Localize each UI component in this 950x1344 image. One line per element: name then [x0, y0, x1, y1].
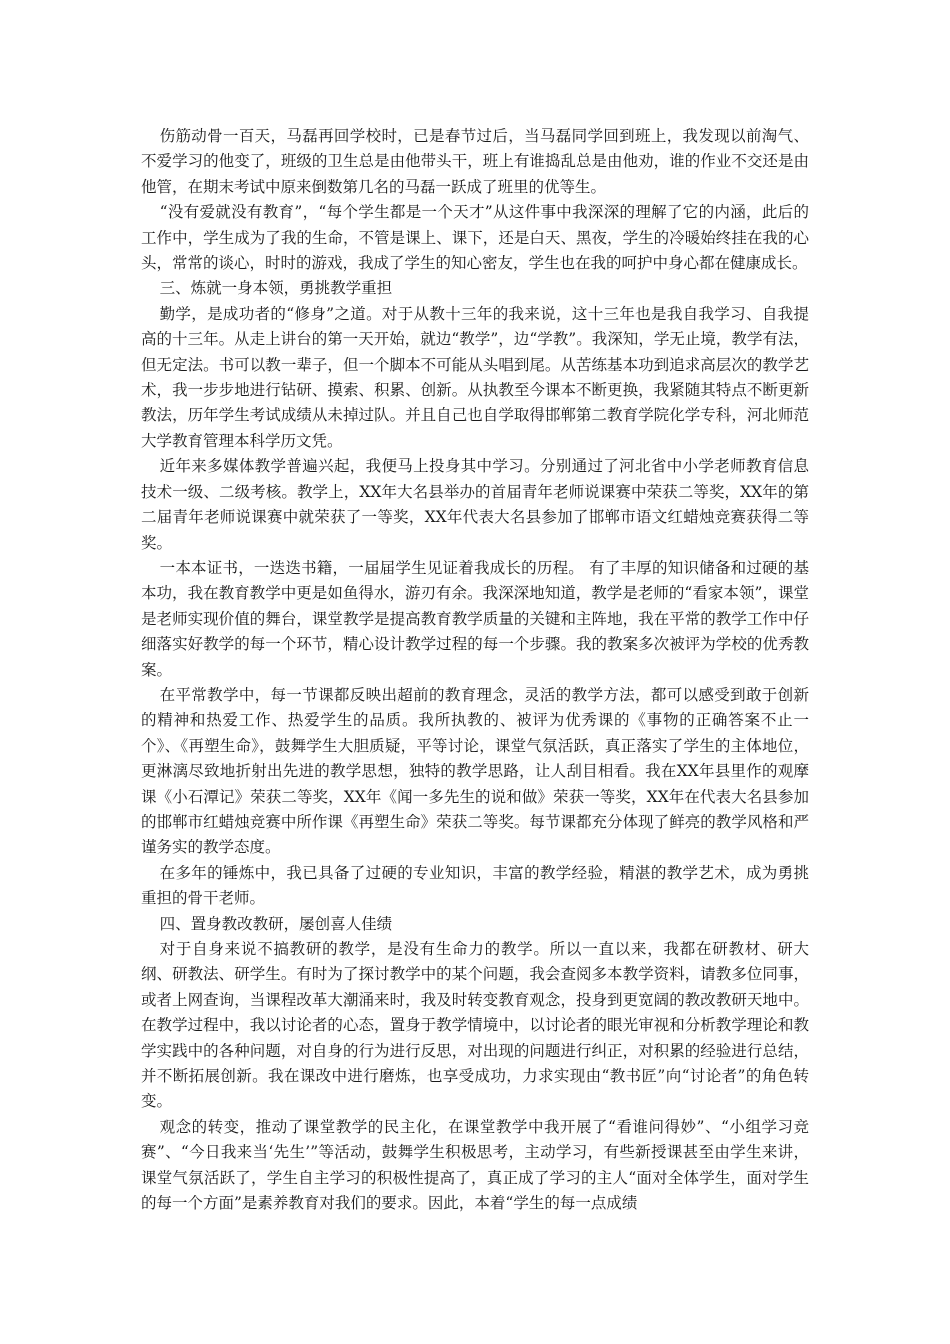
document-page — [141, 124, 809, 1216]
section-heading-4: 四、置身教改教研，屡创喜人佳绩 — [159, 914, 393, 933]
paragraph-teaching-research: 对于自身来说不搞教研的教学，是没有生命力的教学。所以一直以来，我都在研教材、研大纲、研教法、研学生。有时为了探讨教学中的某个问题，我会查阅多本教学资料，请教多位同事，或者上网查询，当课程改革大潮涌来时，我及时转变教育观念，投身到更宽阔的教改教研天地中。在教学过程中，我以讨论者的心态，置身于教学情境中，以讨论者的眼光审视和分析教学理论和教学实践中的各种问题，对自身的行为进行反思，对出现的问题进行纠正，对积累的经验进行总结，并不断拓展创新。我在课改中进行磨炼，也享受成功，力求实现由“教书匠”向“讨论者”的角色转变。 — [141, 940, 809, 1111]
paragraph-multimedia: 近年来多媒体教学普遍兴起，我便马上投身其中学习。分别通过了河北省中小学老师教育信息技术一级、二级考核。教学上，XX年大名县举办的首届青年老师说课赛中荣获二等奖，XX年的第二届青年老师说课赛中就荣获了一等奖，XX年代表大名县参加了邯郸市语文红蜡烛竞赛获得二等奖。 — [141, 457, 809, 552]
paragraph-daily-teaching: 在平常教学中，每一节课都反映出超前的教育理念，灵活的教学方法，都可以感受到敢于创新的精神和热爱工作、热爱学生的品质。我所执教的、被评为优秀课的《事物的正确答案不止一个》、《再塑生命》，鼓舞学生大胆质疑，平等讨论，课堂气氛活跃，真正落实了学生的主体地位，更淋漓尽致地折射出先进的教学思想，独特的教学思路，让人刮目相看。我在XX年县里作的观摩课《小石潭记》荣获二等奖，XX年《闻一多先生的说和做》荣获一等奖，XX年在代表大名县参加的邯郸市红蜡烛竞赛中所作课《再塑生命》荣获二等奖。每节课都充分体现了鲜亮的教学风格和严谨务实的教学态度。 — [141, 685, 809, 857]
paragraph-certificates: 一本本证书，一迭迭书籍，一届届学生见证着我成长的历程。 有了丰厚的知识储备和过硬的基本功，我在教育教学中更是如鱼得水，游刃有余。我深深地知道，教学是老师的“看家本领”，课堂是老师实现价值的舞台，课堂教学是提高教育教学质量的关键和主阵地，我在平常的教学工作中仔细落实好教学的每一个环节，精心设计教学过程的每一个步骤。我的教案多次被评为学校的优秀教案。 — [141, 558, 809, 679]
paragraph-backbone-teacher: 在多年的锤炼中，我已具备了过硬的专业知识，丰富的教学经验，精湛的教学艺术，成为勇挑重担的骨干老师。 — [141, 863, 809, 908]
paragraph-concept-change: 观念的转变，推动了课堂教学的民主化，在课堂教学中我开展了“看谁问得妙”、“小组学习竞赛”、“今日我来当‘先生’”等活动，鼓舞学生积极思考，主动学习，有些新授课甚至由学生来讲，课堂气氛活跃了，学生自主学习的积极性提高了，真正成了学习的主人“面对全体学生，面对学生的每一个方面”是素养教育对我们的要求。因此，本着“学生的每一点成绩 — [141, 1117, 809, 1213]
section-heading-3: 三、炼就一身本领，勇挑教学重担 — [159, 279, 393, 298]
paragraph-maleI-recovery: 伤筋动骨一百天，马磊再回学校时，已是春节过后，当马磊同学回到班上，我发现以前淘气、不爱学习的他变了，班级的卫生总是由他带头干，班上有谁捣乱总是由他劝，谁的作业不交还是由他管，在期末考试中原来倒数第几名的马磊一跃成了班里的优等生。 — [141, 127, 809, 196]
paragraph-love-education: “没有爱就没有教育”，“每个学生都是一个天才”从这件事中我深深的理解了它的内涵，此后的工作中，学生成为了我的生命，不管是课上、课下，还是白天、黑夜，学生的冷暖始终挂在我的心头，常常的谈心，时时的游戏，我成了学生的知心密友，学生也在我的呵护中身心都在健康成长。 — [141, 203, 809, 273]
paragraph-diligent-study: 勤学，是成功者的“修身”之道。对于从教十三年的我来说，这十三年也是我自我学习、自我提高的十三年。从走上讲台的第一天开始，就边“教学”，边“学教”。我深知，学无止境，教学有法，但无定法。书可以教一辈子，但一个脚本不可能从头唱到尾。从苦练基本功到追求高层次的教学艺术，我一步步地进行钻研、摸索、积累、创新。从执教至今课本不断更换，我紧随其特点不断更新教法，历年学生考试成绩从未掉过队。并且自己也自学取得邯郸第二教育学院化学专科，河北师范大学教育管理本科学历文凭。 — [141, 304, 809, 450]
